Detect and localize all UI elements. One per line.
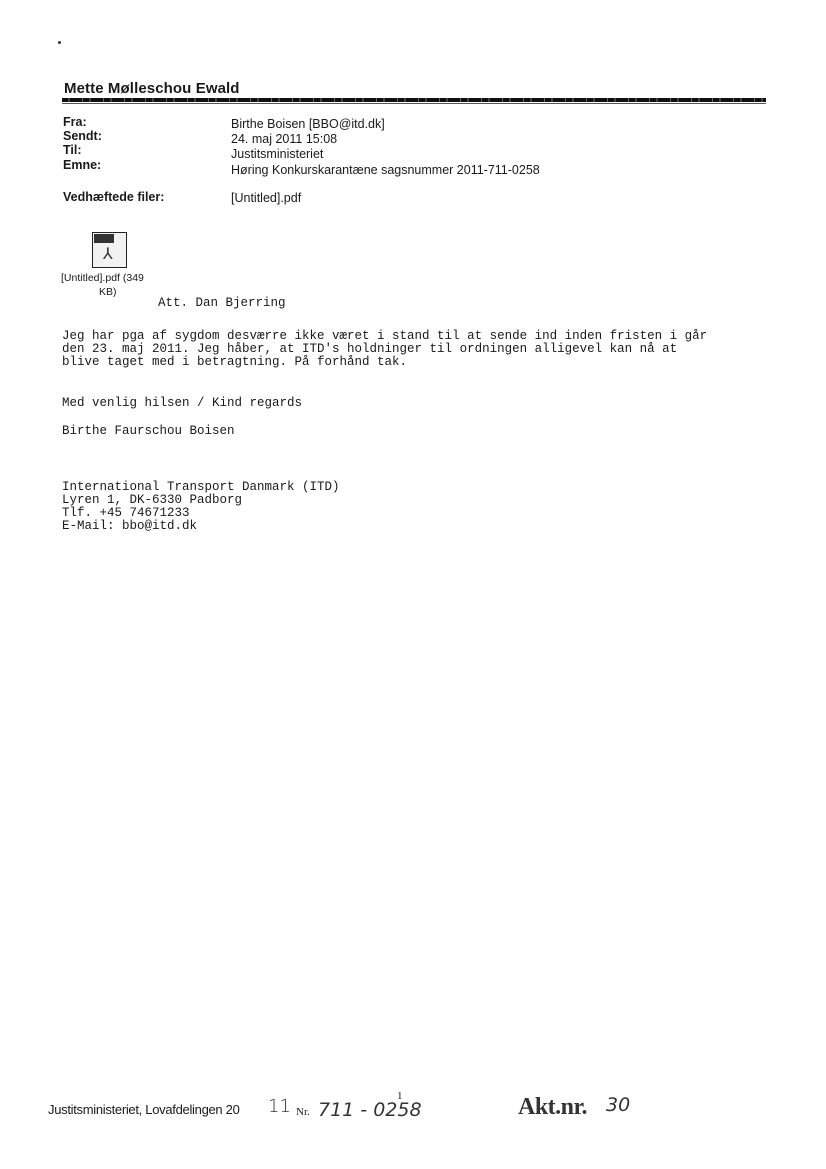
from-label: Fra: (63, 115, 87, 129)
handwritten-document-number: 30 (606, 1094, 631, 1116)
attachment-caption-line1: [Untitled].pdf (349 (61, 272, 144, 284)
signer-name: Birthe Faurschou Boisen (62, 424, 235, 438)
to-label: Til: (63, 143, 82, 157)
subject-value: Høring Konkurskarantæne sagsnummer 2011-711-0258 (231, 163, 540, 177)
attachment-caption[interactable] (61, 271, 171, 299)
handwritten-year: 11 (268, 1096, 291, 1117)
from-value: Birthe Boisen [BBO@itd.dk] (231, 117, 385, 131)
attachments-value: [Untitled].pdf (231, 191, 302, 205)
sent-label: Sendt: (63, 129, 102, 143)
scan-speck (58, 41, 61, 44)
case-number-label: Nr. (296, 1106, 310, 1118)
header-divider (62, 98, 766, 102)
company-signature-block: International Transport Danmark (ITD) Lyren 1, DK-6330 Padborg Tlf. +45 74671233 E-Mail: bbo@itd.dk (62, 480, 340, 533)
handwritten-case-number: 711 - 0258 (318, 1099, 422, 1121)
document-number-label: Akt.nr. (518, 1094, 587, 1120)
closing-line: Med venlig hilsen / Kind regards (62, 396, 303, 410)
header-divider-thin (62, 103, 766, 104)
attachments-label: Vedhæftede filer: (63, 190, 165, 204)
pdf-file-icon[interactable] (92, 232, 127, 268)
acrobat-glyph-icon: ⅄ (103, 244, 113, 263)
subject-label: Emne: (63, 158, 102, 172)
ministry-stamp: Justitsministeriet, Lovafdelingen 20 (48, 1102, 240, 1117)
mailbox-owner-name: Mette Mølleschou Ewald (64, 80, 240, 97)
pdf-file-icon-header (94, 234, 114, 243)
sent-value: 24. maj 2011 15:08 (231, 132, 338, 146)
to-value: Justitsministeriet (231, 147, 324, 161)
attachment-caption-line2: KB) (99, 286, 117, 298)
attention-line: Att. Dan Bjerring (158, 296, 286, 310)
message-paragraph: Jeg har pga af sygdom desværre ikke været i stand til at sende ind inden fristen i går den 23. maj 2011. Jeg håber, at ITD's holdninger til ordningen alligevel kan nå at blive taget med i betragtning. På forhånd tak. (62, 329, 708, 369)
page-number: 1 (397, 1090, 403, 1102)
